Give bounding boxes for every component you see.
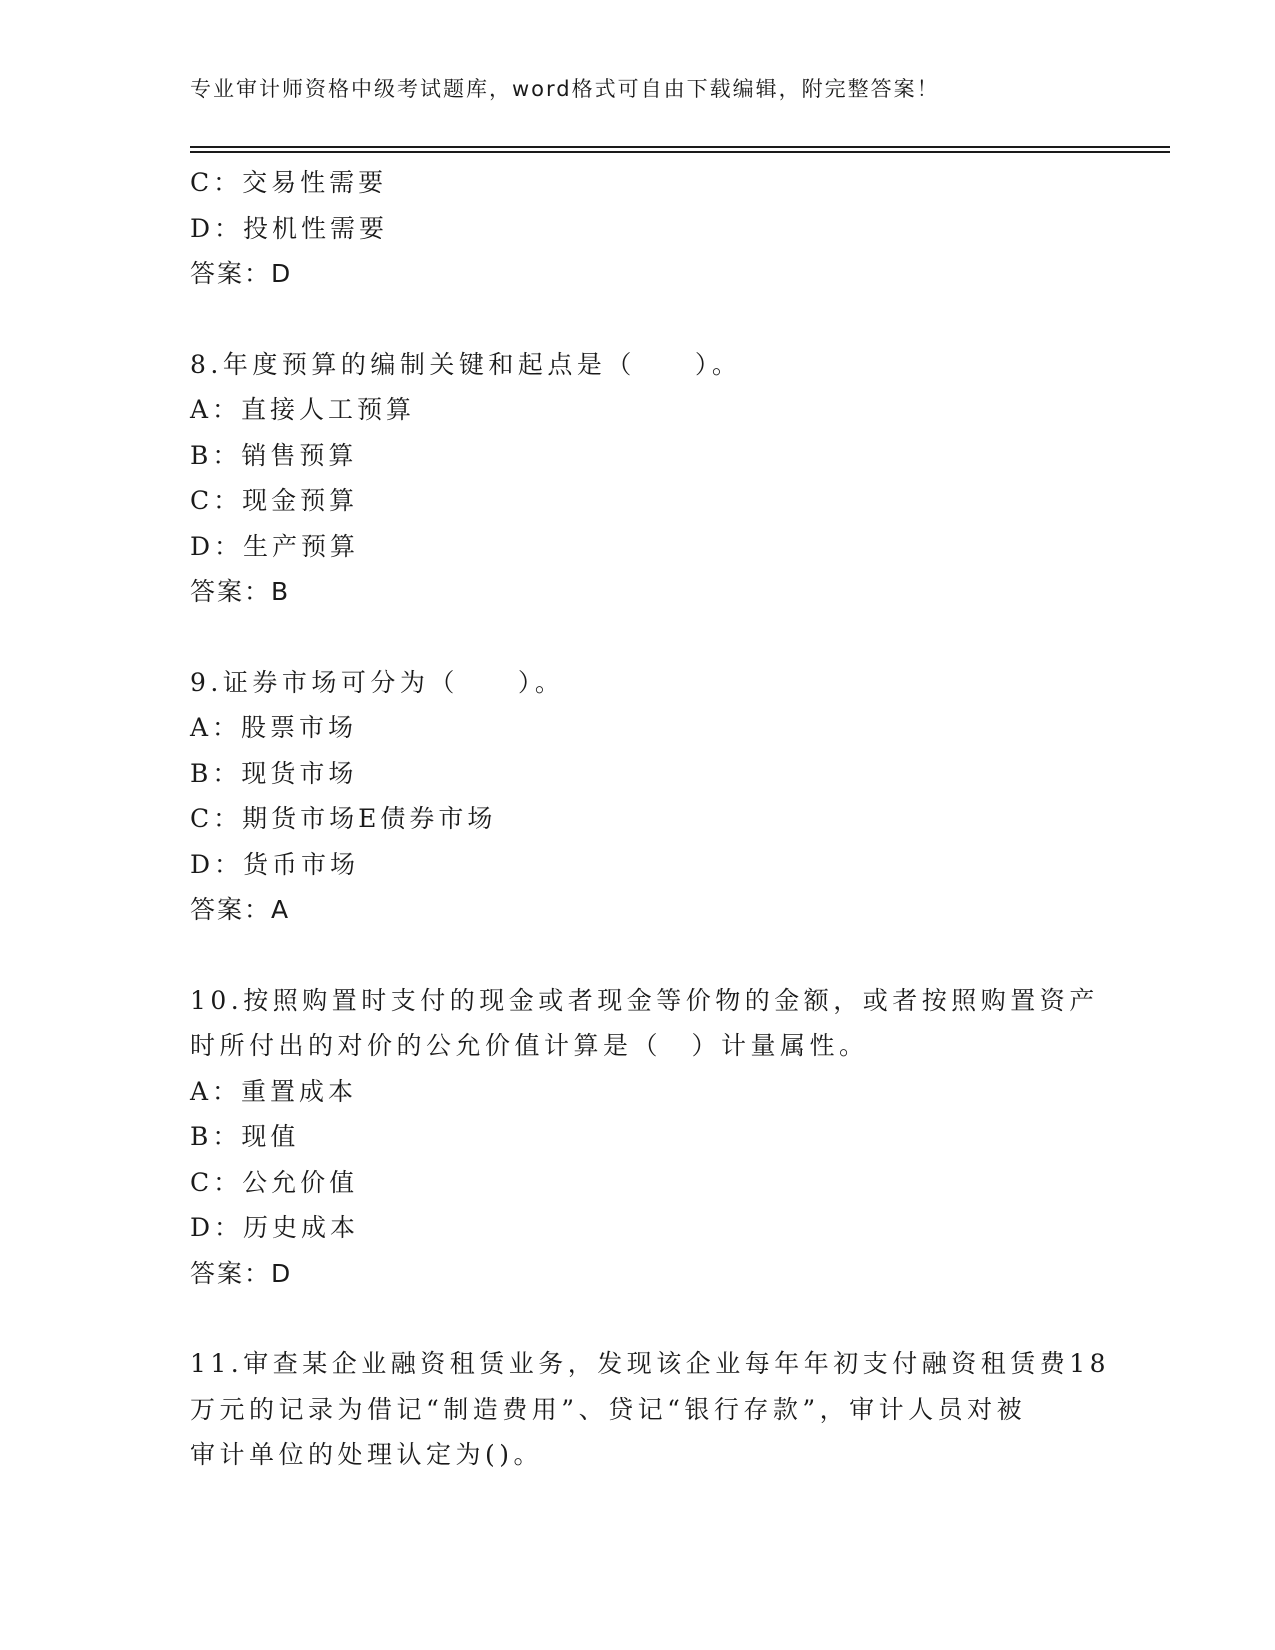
question-stem-line-1: 11.审查某企业融资租赁业务，发现该企业每年年初支付融资租赁费18 (190, 1349, 1111, 1378)
answer: 答案：D (190, 259, 293, 288)
answer: 答案：A (190, 895, 291, 924)
header-rule-top (190, 146, 1170, 148)
option-c: C：公允价值 (190, 1167, 359, 1197)
option-c: C：现金预算 (190, 486, 359, 515)
spacer (190, 1296, 1110, 1341)
option-b: B：现货市场 (190, 758, 358, 788)
question-stem: 8.年度预算的编制关键和起点是（ ）。 (190, 349, 742, 379)
question-stem-line-1: 10.按照购置时支付的现金或者现金等价物的金额，或者按照购置资产 (190, 985, 1099, 1015)
answer: 答案：B (190, 577, 291, 606)
question-11 (190, 1341, 1110, 1478)
question-stem-line-3: 审计单位的处理认定为()。 (190, 1440, 544, 1469)
header-rule-bottom (190, 151, 1170, 153)
option-a: A：直接人工预算 (190, 395, 416, 424)
spacer (190, 933, 1110, 978)
option-d: D：货币市场 (190, 849, 360, 879)
option-a: A：股票市场 (190, 713, 358, 742)
question-10 (190, 978, 1110, 1297)
option-d: D：生产预算 (190, 531, 360, 561)
option-c: C：期货市场E债券市场 (190, 804, 497, 833)
document-body (190, 160, 1110, 1478)
prev-question-tail (190, 160, 1110, 297)
answer: 答案：D (190, 1258, 293, 1288)
question-8 (190, 342, 1110, 615)
spacer (190, 297, 1110, 342)
option-d: D：历史成本 (190, 1213, 360, 1242)
option-b: B：销售预算 (190, 440, 358, 470)
question-9 (190, 660, 1110, 933)
option-c: C：交易性需要 (190, 168, 388, 197)
option-d: D：投机性需要 (190, 213, 389, 243)
question-stem-line-2: 时所付出的对价的公允价值计算是（ ）计量属性。 (190, 1031, 869, 1060)
option-a: A：重置成本 (190, 1076, 358, 1106)
page-header: 专业审计师资格中级考试题库，word格式可自由下载编辑，附完整答案！ (190, 77, 940, 101)
question-stem-line-2: 万元的记录为借记“制造费用”、贷记“银行存款”，审计人员对被 (190, 1394, 1027, 1424)
question-stem: 9.证券市场可分为（ ）。 (190, 667, 565, 697)
option-b: B：现值 (190, 1122, 300, 1151)
spacer (190, 615, 1110, 660)
